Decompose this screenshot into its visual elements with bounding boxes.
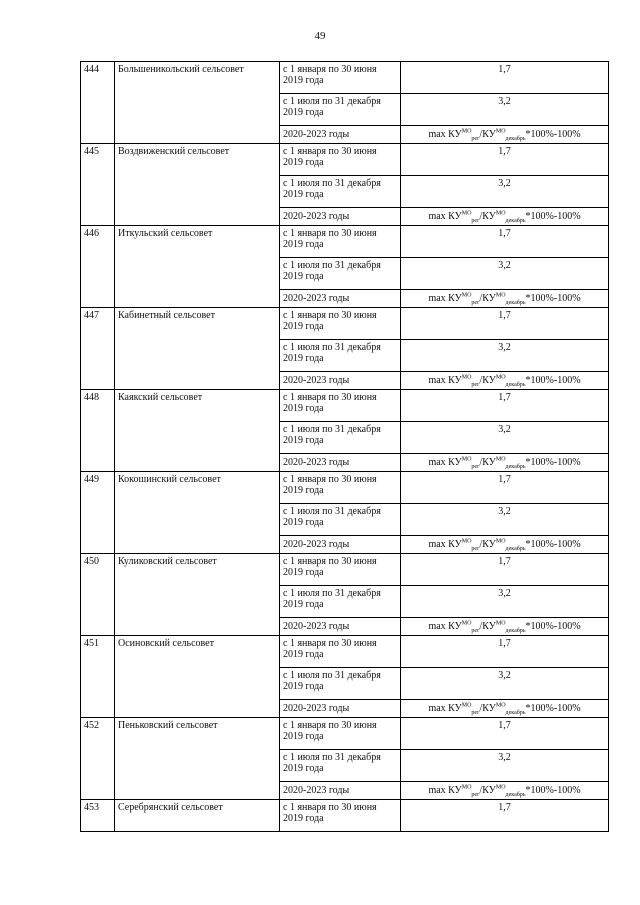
formula-sup-2: МО xyxy=(495,210,506,217)
formula-prefix: max КУ xyxy=(428,375,462,386)
value-cell: 1,7 xyxy=(401,144,609,176)
value-cell: 1,7 xyxy=(401,226,609,258)
formula-suffix: *100%-100% xyxy=(525,457,581,468)
row-number: 448 xyxy=(81,390,115,472)
formula-prefix: max КУ xyxy=(428,621,462,632)
row-number: 452 xyxy=(81,718,115,800)
formula-prefix: max КУ xyxy=(428,785,462,796)
formula-prefix: max КУ xyxy=(428,539,462,550)
period-cell: 2020-2023 годы xyxy=(280,290,401,308)
formula-mid: /КУ xyxy=(479,211,496,222)
formula-sub-1: рег xyxy=(471,792,480,798)
formula-mid: /КУ xyxy=(479,703,496,714)
formula-suffix: *100%-100% xyxy=(525,621,581,632)
formula-sub-1: рег xyxy=(471,218,480,224)
formula-sup-1: МО xyxy=(461,210,472,217)
formula-cell xyxy=(401,454,609,472)
period-cell: 2020-2023 годы xyxy=(280,454,401,472)
row-number: 444 xyxy=(81,62,115,144)
row-number: 447 xyxy=(81,308,115,390)
period-cell: с 1 января по 30 июня 2019 года xyxy=(280,472,401,504)
page-number: 49 xyxy=(314,30,326,42)
period-cell: с 1 июля по 31 декабря 2019 года xyxy=(280,668,401,700)
period-cell: с 1 июля по 31 декабря 2019 года xyxy=(280,176,401,208)
formula-sub-2: декабрь xyxy=(505,546,526,552)
formula-prefix: max КУ xyxy=(428,457,462,468)
municipality-name: Большеникольский сельсовет xyxy=(115,62,280,144)
formula-sup-1: МО xyxy=(461,374,472,381)
table-row xyxy=(81,472,609,504)
period-cell: с 1 января по 30 июня 2019 года xyxy=(280,144,401,176)
formula-cell xyxy=(401,372,609,390)
municipality-name: Кокошинский сельсовет xyxy=(115,472,280,554)
value-cell: 3,2 xyxy=(401,750,609,782)
period-cell: с 1 января по 30 июня 2019 года xyxy=(280,390,401,422)
period-cell: с 1 января по 30 июня 2019 года xyxy=(280,800,401,832)
value-cell: 1,7 xyxy=(401,62,609,94)
formula-cell xyxy=(401,782,609,800)
formula-cell xyxy=(401,126,609,144)
formula-sup-2: МО xyxy=(495,292,506,299)
formula-suffix: *100%-100% xyxy=(525,703,581,714)
period-cell: с 1 января по 30 июня 2019 года xyxy=(280,554,401,586)
value-cell: 1,7 xyxy=(401,554,609,586)
formula-suffix: *100%-100% xyxy=(525,539,581,550)
period-cell: с 1 июля по 31 декабря 2019 года xyxy=(280,750,401,782)
formula-cell xyxy=(401,536,609,554)
table-row xyxy=(81,554,609,586)
value-cell: 1,7 xyxy=(401,800,609,832)
row-number: 453 xyxy=(81,800,115,832)
formula-sup-2: МО xyxy=(495,456,506,463)
formula-suffix: *100%-100% xyxy=(525,211,581,222)
municipality-name: Воздвиженский сельсовет xyxy=(115,144,280,226)
formula-mid: /КУ xyxy=(479,293,496,304)
formula-prefix: max КУ xyxy=(428,703,462,714)
value-cell: 1,7 xyxy=(401,718,609,750)
formula-mid: /КУ xyxy=(479,539,496,550)
municipality-name: Серебрянский сельсовет xyxy=(115,800,280,832)
formula-sup-1: МО xyxy=(461,456,472,463)
formula-prefix: max КУ xyxy=(428,293,462,304)
formula-cell xyxy=(401,700,609,718)
period-cell: с 1 января по 30 июня 2019 года xyxy=(280,718,401,750)
formula-sup-2: МО xyxy=(495,538,506,545)
period-cell: с 1 июля по 31 декабря 2019 года xyxy=(280,258,401,290)
period-cell: с 1 июля по 31 декабря 2019 года xyxy=(280,340,401,372)
formula-sub-2: декабрь xyxy=(505,136,526,142)
value-cell: 1,7 xyxy=(401,308,609,340)
municipality-name: Пеньковский сельсовет xyxy=(115,718,280,800)
formula-prefix: max КУ xyxy=(428,211,462,222)
formula-suffix: *100%-100% xyxy=(525,129,581,140)
period-cell: 2020-2023 годы xyxy=(280,782,401,800)
formula-sup-1: МО xyxy=(461,702,472,709)
row-number: 445 xyxy=(81,144,115,226)
row-number: 451 xyxy=(81,636,115,718)
formula-sup-2: МО xyxy=(495,128,506,135)
row-number: 450 xyxy=(81,554,115,636)
period-cell: с 1 июля по 31 декабря 2019 года xyxy=(280,422,401,454)
formula-cell xyxy=(401,208,609,226)
period-cell: с 1 января по 30 июня 2019 года xyxy=(280,308,401,340)
formula-sup-1: МО xyxy=(461,128,472,135)
value-cell: 1,7 xyxy=(401,636,609,668)
formula-sub-2: декабрь xyxy=(505,382,526,388)
formula-sup-2: МО xyxy=(495,374,506,381)
formula-sub-1: рег xyxy=(471,710,480,716)
row-number: 449 xyxy=(81,472,115,554)
period-cell: 2020-2023 годы xyxy=(280,700,401,718)
formula-sub-1: рег xyxy=(471,382,480,388)
municipality-name: Осиновский сельсовет xyxy=(115,636,280,718)
table-row xyxy=(81,390,609,422)
formula-suffix: *100%-100% xyxy=(525,375,581,386)
formula-sub-2: декабрь xyxy=(505,300,526,306)
formula-sup-1: МО xyxy=(461,538,472,545)
row-number: 446 xyxy=(81,226,115,308)
table-row xyxy=(81,308,609,340)
value-cell: 3,2 xyxy=(401,586,609,618)
formula-sup-1: МО xyxy=(461,784,472,791)
formula-sup-2: МО xyxy=(495,620,506,627)
period-cell: с 1 января по 30 июня 2019 года xyxy=(280,636,401,668)
formula-sup-1: МО xyxy=(461,292,472,299)
value-cell: 3,2 xyxy=(401,504,609,536)
period-cell: 2020-2023 годы xyxy=(280,618,401,636)
table-row xyxy=(81,226,609,258)
formula-mid: /КУ xyxy=(479,375,496,386)
formula-sub-2: декабрь xyxy=(505,792,526,798)
table-row xyxy=(81,718,609,750)
municipality-table xyxy=(80,61,609,832)
formula-suffix: *100%-100% xyxy=(525,785,581,796)
municipality-name: Куликовский сельсовет xyxy=(115,554,280,636)
table-row xyxy=(81,144,609,176)
value-cell: 3,2 xyxy=(401,94,609,126)
value-cell: 1,7 xyxy=(401,390,609,422)
table-row xyxy=(81,636,609,668)
value-cell: 3,2 xyxy=(401,258,609,290)
formula-sup-2: МО xyxy=(495,784,506,791)
formula-sup-2: МО xyxy=(495,702,506,709)
period-cell: с 1 июля по 31 декабря 2019 года xyxy=(280,586,401,618)
period-cell: с 1 января по 30 июня 2019 года xyxy=(280,62,401,94)
value-cell: 3,2 xyxy=(401,340,609,372)
formula-sub-1: рег xyxy=(471,136,480,142)
formula-cell xyxy=(401,290,609,308)
formula-sub-1: рег xyxy=(471,464,480,470)
formula-sub-2: декабрь xyxy=(505,464,526,470)
formula-cell xyxy=(401,618,609,636)
municipality-name: Каякский сельсовет xyxy=(115,390,280,472)
formula-prefix: max КУ xyxy=(428,129,462,140)
formula-mid: /КУ xyxy=(479,785,496,796)
period-cell: 2020-2023 годы xyxy=(280,536,401,554)
period-cell: с 1 июля по 31 декабря 2019 года xyxy=(280,504,401,536)
formula-sub-2: декабрь xyxy=(505,710,526,716)
period-cell: 2020-2023 годы xyxy=(280,126,401,144)
formula-sup-1: МО xyxy=(461,620,472,627)
formula-mid: /КУ xyxy=(479,129,496,140)
formula-mid: /КУ xyxy=(479,457,496,468)
value-cell: 1,7 xyxy=(401,472,609,504)
value-cell: 3,2 xyxy=(401,422,609,454)
period-cell: с 1 января по 30 июня 2019 года xyxy=(280,226,401,258)
formula-sub-2: декабрь xyxy=(505,218,526,224)
municipality-name: Кабинетный сельсовет xyxy=(115,308,280,390)
formula-suffix: *100%-100% xyxy=(525,293,581,304)
period-cell: 2020-2023 годы xyxy=(280,372,401,390)
value-cell: 3,2 xyxy=(401,668,609,700)
formula-sub-2: декабрь xyxy=(505,628,526,634)
table-row xyxy=(81,800,609,832)
table-row xyxy=(81,62,609,94)
formula-sub-1: рег xyxy=(471,628,480,634)
period-cell: 2020-2023 годы xyxy=(280,208,401,226)
value-cell: 3,2 xyxy=(401,176,609,208)
formula-sub-1: рег xyxy=(471,546,480,552)
formula-sub-1: рег xyxy=(471,300,480,306)
municipality-name: Иткульский сельсовет xyxy=(115,226,280,308)
period-cell: с 1 июля по 31 декабря 2019 года xyxy=(280,94,401,126)
formula-mid: /КУ xyxy=(479,621,496,632)
